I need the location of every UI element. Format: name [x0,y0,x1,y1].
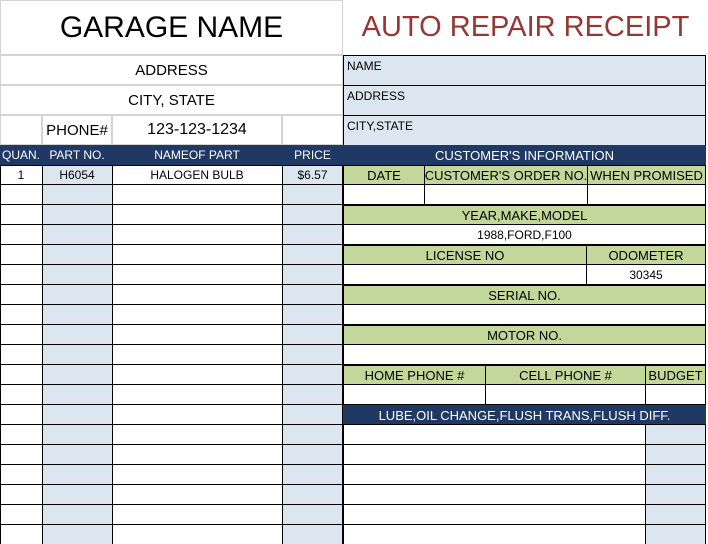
order-no-label: CUSTOMER'S ORDER NO. [424,165,588,185]
cell-phone-label: CELL PHONE # [485,365,646,385]
motor-no-label: MOTOR NO. [343,325,706,345]
parts-row-line [0,304,343,305]
parts-row-line [0,184,343,185]
row-1-quantity[interactable]: 1 [17,168,25,182]
odometer-label: ODOMETER [586,245,706,265]
parts-column-line [282,165,283,544]
when-promised-field[interactable] [587,184,706,205]
parts-row-line [0,204,343,205]
budget-field[interactable] [645,384,706,405]
parts-column-line [112,165,113,544]
parts-row-line [0,364,343,365]
header-price: PRICE [282,145,343,165]
shop-address: ADDRESS [0,55,343,85]
serial-no-field[interactable] [343,304,706,325]
parts-row-line [0,324,343,325]
parts-row-line [0,264,343,265]
license-no-field[interactable] [343,264,587,285]
order-no-field[interactable] [424,184,588,205]
budget-label: BUDGET [645,365,706,385]
service-row-line [343,504,706,505]
receipt-title: AUTO REPAIR RECEIPT [361,11,690,43]
year-make-model-value[interactable]: 1988,FORD,F100 [343,224,706,245]
service-row-line [343,524,706,525]
year-make-model-label: YEAR,MAKE,MODEL [343,205,706,225]
service-column-line [645,425,646,544]
part-no-column [42,165,112,544]
phone-spacer [0,115,42,145]
cell-phone-field[interactable] [485,384,646,405]
header-part-name: NAMEOF PART [112,145,282,165]
row-1-price[interactable]: $6.57 [297,168,328,182]
service-row-line [343,424,706,425]
service-column-line [343,425,344,544]
row-1-part-name[interactable]: HALOGEN BULB [150,168,244,182]
serial-no-label: SERIAL NO. [343,285,706,305]
header-quantity: QUAN. [0,145,42,165]
garage-name: GARAGE NAME [0,0,343,55]
service-header: LUBE,OIL CHANGE,FLUSH TRANS,FLUSH DIFF. [343,405,706,425]
shop-city-state: CITY, STATE [0,85,343,115]
service-row-line [343,484,706,485]
parts-row-line [0,404,343,405]
customer-name-field[interactable]: NAME [343,55,706,85]
parts-row-line [0,444,343,445]
parts-row-line [0,484,343,485]
header-part-no: PART NO. [42,145,112,165]
parts-row-line [0,344,343,345]
date-field[interactable] [343,184,425,205]
customer-address-field[interactable]: ADDRESS [343,85,706,115]
parts-row-line [0,384,343,385]
parts-column-line [42,165,43,544]
parts-row-line [0,424,343,425]
service-row-line [343,464,706,465]
home-phone-field[interactable] [343,384,486,405]
phone-label: PHONE# [42,115,112,145]
parts-column-line [0,165,1,544]
service-row-line [343,444,706,445]
date-label: DATE [343,165,425,185]
row-1-part-no[interactable]: H6054 [59,168,95,182]
parts-row-line [0,244,343,245]
parts-row-line [0,524,343,525]
phone-value: 123-123-1234 [112,115,282,145]
parts-row-line [0,165,343,166]
customer-info-header: CUSTOMER'S INFORMATION [343,145,706,165]
customer-city-state-field[interactable]: CITY,STATE [343,115,706,145]
parts-row-line [0,284,343,285]
parts-row-line [0,504,343,505]
license-no-label: LICENSE NO [343,245,587,265]
service-column-line [705,425,706,544]
parts-row-line [0,464,343,465]
phone-spacer-right [282,115,343,145]
odometer-value[interactable]: 30345 [586,264,706,285]
parts-row-line [0,224,343,225]
price-column [282,165,343,544]
when-promised-label: WHEN PROMISED [587,165,706,185]
motor-no-field[interactable] [343,344,706,365]
home-phone-label: HOME PHONE # [343,365,486,385]
